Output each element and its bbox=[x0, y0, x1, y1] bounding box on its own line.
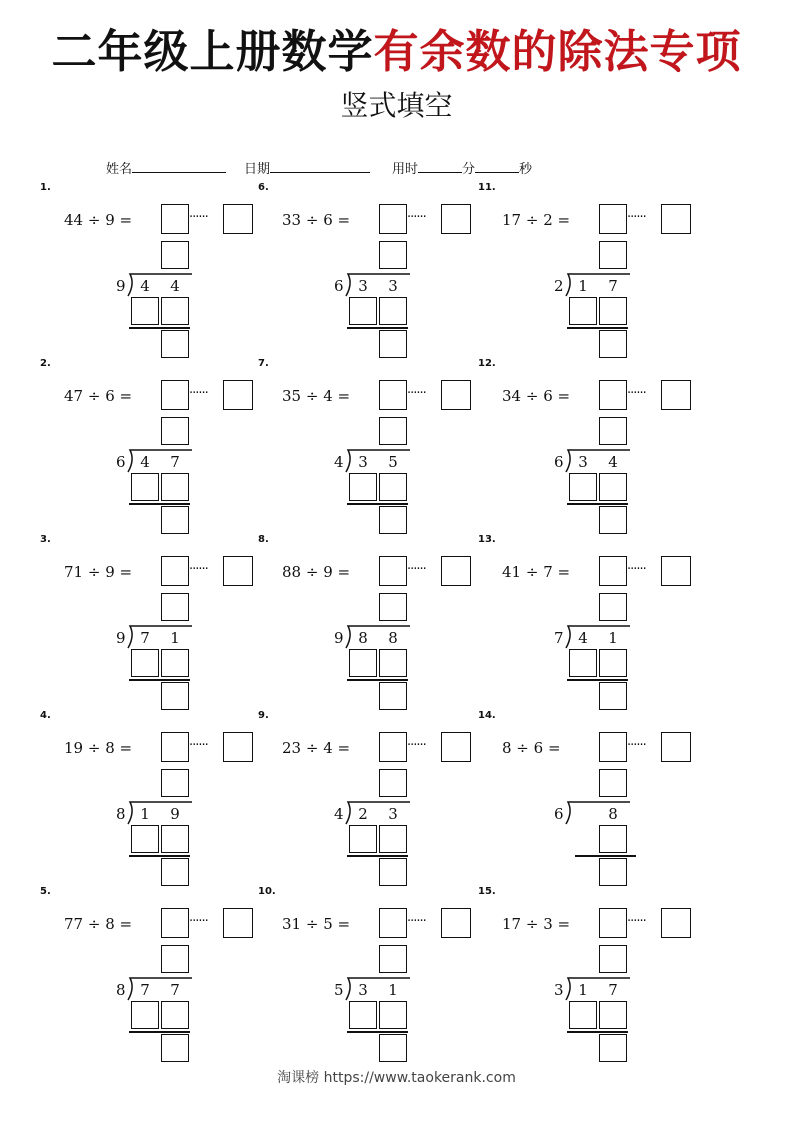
name-field bbox=[106, 160, 226, 179]
remainder-box[interactable] bbox=[661, 732, 691, 762]
product-tens-box[interactable] bbox=[569, 649, 597, 677]
long-division-divisor: 8 bbox=[116, 805, 126, 823]
product-tens-box[interactable] bbox=[131, 297, 159, 325]
quotient-box[interactable] bbox=[379, 380, 407, 410]
dividend-digit-tens: 4 bbox=[140, 277, 150, 295]
ellipsis: ······ bbox=[407, 386, 426, 401]
remainder-box[interactable] bbox=[223, 556, 253, 586]
remainder-box[interactable] bbox=[661, 908, 691, 938]
long-division-quotient-box[interactable] bbox=[599, 769, 627, 797]
dividend-digit-tens: 4 bbox=[578, 629, 588, 647]
remainder-box[interactable] bbox=[441, 204, 471, 234]
ellipsis: ······ bbox=[407, 738, 426, 753]
long-division-divisor: 7 bbox=[554, 629, 564, 647]
subtraction-line bbox=[129, 679, 190, 681]
division-expression: 47 ÷ 6 = bbox=[64, 387, 133, 405]
dividend-digit-ones: 1 bbox=[608, 629, 618, 647]
long-division-quotient-box[interactable] bbox=[379, 241, 407, 269]
time-label: 用时 bbox=[392, 162, 419, 177]
division-expression: 17 ÷ 2 = bbox=[502, 211, 571, 229]
problem-number: 5. bbox=[40, 886, 51, 897]
date-field bbox=[244, 160, 370, 179]
quotient-box[interactable] bbox=[161, 908, 189, 938]
ellipsis: ······ bbox=[627, 562, 646, 577]
dividend-digit-tens: 7 bbox=[140, 981, 150, 999]
remainder-box[interactable] bbox=[223, 204, 253, 234]
dividend-digit-ones: 7 bbox=[170, 981, 180, 999]
problem-number: 11. bbox=[478, 182, 496, 193]
remainder-result-box[interactable] bbox=[599, 1034, 627, 1062]
subtraction-line bbox=[575, 855, 636, 857]
dividend-digit-ones: 1 bbox=[170, 629, 180, 647]
title-black: 二年级上册数学 bbox=[51, 25, 374, 78]
long-division-divisor: 4 bbox=[334, 453, 344, 471]
ellipsis: ······ bbox=[189, 914, 208, 929]
remainder-box[interactable] bbox=[441, 732, 471, 762]
product-ones-box[interactable] bbox=[599, 1001, 627, 1029]
remainder-box[interactable] bbox=[223, 380, 253, 410]
footer-url: 淘课榜 https://www.taokerank.com bbox=[277, 1070, 516, 1086]
quotient-box[interactable] bbox=[379, 908, 407, 938]
subtraction-line bbox=[347, 1031, 408, 1033]
problem-10 bbox=[258, 886, 498, 1066]
long-division-divisor: 5 bbox=[334, 981, 344, 999]
long-division-divisor: 2 bbox=[554, 277, 564, 295]
name-label: 姓名 bbox=[106, 162, 133, 177]
ellipsis: ······ bbox=[189, 562, 208, 577]
long-division-divisor: 6 bbox=[554, 805, 564, 823]
quotient-box[interactable] bbox=[379, 204, 407, 234]
dividend-digit-ones: 5 bbox=[388, 453, 398, 471]
long-division-divisor: 9 bbox=[116, 629, 126, 647]
product-ones-box[interactable] bbox=[161, 297, 189, 325]
date-label: 日期 bbox=[244, 162, 271, 177]
quotient-box[interactable] bbox=[379, 732, 407, 762]
dividend-digit-tens: 3 bbox=[358, 981, 368, 999]
product-tens-box[interactable] bbox=[349, 649, 377, 677]
date-blank[interactable] bbox=[270, 160, 370, 173]
long-division-divisor: 4 bbox=[334, 805, 344, 823]
product-ones-box[interactable] bbox=[599, 649, 627, 677]
time-field bbox=[392, 160, 532, 179]
long-division-quotient-box[interactable] bbox=[379, 769, 407, 797]
quotient-box[interactable] bbox=[161, 556, 189, 586]
dividend-digit-tens: 2 bbox=[358, 805, 368, 823]
remainder-box[interactable] bbox=[661, 556, 691, 586]
dividend-digit-tens: 3 bbox=[578, 453, 588, 471]
product-ones-box[interactable] bbox=[379, 825, 407, 853]
quotient-box[interactable] bbox=[599, 732, 627, 762]
subtraction-line bbox=[129, 855, 190, 857]
product-ones-box[interactable] bbox=[599, 473, 627, 501]
subtraction-line bbox=[567, 503, 628, 505]
second-blank[interactable] bbox=[475, 160, 519, 173]
remainder-result-box[interactable] bbox=[379, 858, 407, 886]
division-expression: 31 ÷ 5 = bbox=[282, 915, 351, 933]
division-expression: 77 ÷ 8 = bbox=[64, 915, 133, 933]
dividend-digit-ones: 3 bbox=[388, 277, 398, 295]
problem-number: 8. bbox=[258, 534, 269, 545]
remainder-result-box[interactable] bbox=[161, 682, 189, 710]
quotient-box[interactable] bbox=[379, 556, 407, 586]
problem-13 bbox=[478, 534, 718, 714]
remainder-result-box[interactable] bbox=[599, 682, 627, 710]
product-tens-box[interactable] bbox=[131, 825, 159, 853]
ellipsis: ······ bbox=[189, 738, 208, 753]
quotient-box[interactable] bbox=[161, 380, 189, 410]
long-division-quotient-box[interactable] bbox=[161, 241, 189, 269]
dividend-digit-ones: 7 bbox=[608, 981, 618, 999]
long-division-divisor: 6 bbox=[554, 453, 564, 471]
remainder-box[interactable] bbox=[661, 380, 691, 410]
quotient-box[interactable] bbox=[599, 908, 627, 938]
name-blank[interactable] bbox=[132, 160, 226, 173]
division-expression: 23 ÷ 4 = bbox=[282, 739, 351, 757]
division-expression: 41 ÷ 7 = bbox=[502, 563, 571, 581]
problem-number: 7. bbox=[258, 358, 269, 369]
long-division-quotient-box[interactable] bbox=[599, 417, 627, 445]
quotient-box[interactable] bbox=[599, 556, 627, 586]
division-expression: 17 ÷ 3 = bbox=[502, 915, 571, 933]
problem-8 bbox=[258, 534, 498, 714]
long-division-quotient-box[interactable] bbox=[379, 417, 407, 445]
problem-number: 2. bbox=[40, 358, 51, 369]
dividend-digit-tens: 1 bbox=[140, 805, 150, 823]
subtraction-line bbox=[567, 327, 628, 329]
problem-number: 14. bbox=[478, 710, 496, 721]
ellipsis: ······ bbox=[627, 386, 646, 401]
problem-number: 3. bbox=[40, 534, 51, 545]
subtraction-line bbox=[347, 503, 408, 505]
remainder-box[interactable] bbox=[441, 556, 471, 586]
page-title bbox=[0, 24, 793, 80]
ellipsis: ······ bbox=[407, 210, 426, 225]
ellipsis: ······ bbox=[407, 914, 426, 929]
ellipsis: ······ bbox=[627, 914, 646, 929]
dividend-digit-tens: 7 bbox=[140, 629, 150, 647]
product-tens-box[interactable] bbox=[349, 297, 377, 325]
remainder-box[interactable] bbox=[223, 908, 253, 938]
product-tens-box[interactable] bbox=[569, 473, 597, 501]
problem-4 bbox=[40, 710, 280, 890]
long-division-quotient-box[interactable] bbox=[379, 593, 407, 621]
remainder-result-box[interactable] bbox=[379, 1034, 407, 1062]
ellipsis: ······ bbox=[407, 562, 426, 577]
product-ones-box[interactable] bbox=[599, 297, 627, 325]
long-division-quotient-box[interactable] bbox=[379, 945, 407, 973]
problem-11 bbox=[478, 182, 718, 362]
long-division-quotient-box[interactable] bbox=[599, 945, 627, 973]
problem-number: 12. bbox=[478, 358, 496, 369]
problem-1 bbox=[40, 182, 280, 362]
quotient-box[interactable] bbox=[161, 204, 189, 234]
long-division-divisor: 8 bbox=[116, 981, 126, 999]
division-expression: 35 ÷ 4 = bbox=[282, 387, 351, 405]
division-expression: 88 ÷ 9 = bbox=[282, 563, 351, 581]
quotient-box[interactable] bbox=[599, 204, 627, 234]
dividend-digit-ones: 8 bbox=[608, 805, 618, 823]
problem-number: 1. bbox=[40, 182, 51, 193]
product-tens-box[interactable] bbox=[349, 473, 377, 501]
quotient-box[interactable] bbox=[161, 732, 189, 762]
remainder-result-box[interactable] bbox=[379, 330, 407, 358]
dividend-digit-tens: 3 bbox=[358, 453, 368, 471]
long-division-quotient-box[interactable] bbox=[599, 241, 627, 269]
remainder-result-box[interactable] bbox=[379, 682, 407, 710]
ellipsis: ······ bbox=[627, 210, 646, 225]
division-expression: 8 ÷ 6 = bbox=[502, 739, 561, 757]
product-ones-box[interactable] bbox=[379, 473, 407, 501]
product-ones-box[interactable] bbox=[161, 1001, 189, 1029]
dividend-digit-tens: 4 bbox=[140, 453, 150, 471]
dividend-digit-ones: 1 bbox=[388, 981, 398, 999]
long-division-quotient-box[interactable] bbox=[161, 769, 189, 797]
long-division-quotient-box[interactable] bbox=[161, 945, 189, 973]
minute-label: 分 bbox=[462, 162, 476, 177]
problem-7 bbox=[258, 358, 498, 538]
dividend-digit-ones: 3 bbox=[388, 805, 398, 823]
problem-5 bbox=[40, 886, 280, 1066]
remainder-box[interactable] bbox=[223, 732, 253, 762]
product-tens-box[interactable] bbox=[131, 473, 159, 501]
problem-14 bbox=[478, 710, 718, 890]
long-division-quotient-box[interactable] bbox=[161, 593, 189, 621]
product-ones-box[interactable] bbox=[161, 649, 189, 677]
problem-3 bbox=[40, 534, 280, 714]
product-ones-box[interactable] bbox=[599, 825, 627, 853]
problem-2 bbox=[40, 358, 280, 538]
product-ones-box[interactable] bbox=[379, 649, 407, 677]
subtraction-line bbox=[129, 503, 190, 505]
long-division-divisor: 9 bbox=[116, 277, 126, 295]
remainder-result-box[interactable] bbox=[161, 506, 189, 534]
remainder-box[interactable] bbox=[661, 204, 691, 234]
subtraction-line bbox=[129, 1031, 190, 1033]
problem-number: 4. bbox=[40, 710, 51, 721]
division-expression: 19 ÷ 8 = bbox=[64, 739, 133, 757]
product-tens-box[interactable] bbox=[349, 825, 377, 853]
problem-6 bbox=[258, 182, 498, 362]
ellipsis: ······ bbox=[189, 210, 208, 225]
long-division-divisor: 3 bbox=[554, 981, 564, 999]
dividend-digit-ones: 9 bbox=[170, 805, 180, 823]
product-tens-box[interactable] bbox=[131, 649, 159, 677]
product-tens-box[interactable] bbox=[349, 1001, 377, 1029]
problem-9 bbox=[258, 710, 498, 890]
product-tens-box[interactable] bbox=[131, 1001, 159, 1029]
minute-blank[interactable] bbox=[418, 160, 462, 173]
remainder-box[interactable] bbox=[441, 908, 471, 938]
title-red: 有余数的除法专项 bbox=[373, 25, 742, 78]
long-division-quotient-box[interactable] bbox=[161, 417, 189, 445]
problem-12 bbox=[478, 358, 718, 538]
dividend-digit-tens: 8 bbox=[358, 629, 368, 647]
remainder-result-box[interactable] bbox=[161, 330, 189, 358]
dividend-digit-tens: 1 bbox=[578, 981, 588, 999]
long-division-quotient-box[interactable] bbox=[599, 593, 627, 621]
problem-number: 10. bbox=[258, 886, 276, 897]
dividend-digit-ones: 7 bbox=[170, 453, 180, 471]
division-expression: 71 ÷ 9 = bbox=[64, 563, 133, 581]
long-division-divisor: 6 bbox=[334, 277, 344, 295]
product-ones-box[interactable] bbox=[161, 473, 189, 501]
ellipsis: ······ bbox=[189, 386, 208, 401]
long-division-divisor: 9 bbox=[334, 629, 344, 647]
quotient-box[interactable] bbox=[599, 380, 627, 410]
second-label: 秒 bbox=[519, 162, 533, 177]
problem-number: 15. bbox=[478, 886, 496, 897]
dividend-digit-tens: 3 bbox=[358, 277, 368, 295]
long-division-divisor: 6 bbox=[116, 453, 126, 471]
remainder-result-box[interactable] bbox=[161, 858, 189, 886]
division-expression: 34 ÷ 6 = bbox=[502, 387, 571, 405]
problem-number: 6. bbox=[258, 182, 269, 193]
product-tens-box[interactable] bbox=[569, 297, 597, 325]
remainder-result-box[interactable] bbox=[599, 330, 627, 358]
ellipsis: ······ bbox=[627, 738, 646, 753]
dividend-digit-ones: 4 bbox=[170, 277, 180, 295]
product-ones-box[interactable] bbox=[379, 297, 407, 325]
dividend-digit-ones: 8 bbox=[388, 629, 398, 647]
problem-number: 9. bbox=[258, 710, 269, 721]
remainder-result-box[interactable] bbox=[599, 858, 627, 886]
dividend-digit-ones: 7 bbox=[608, 277, 618, 295]
product-ones-box[interactable] bbox=[379, 1001, 407, 1029]
subtraction-line bbox=[347, 679, 408, 681]
division-expression: 33 ÷ 6 = bbox=[282, 211, 351, 229]
subtraction-line bbox=[567, 679, 628, 681]
dividend-digit-ones: 4 bbox=[608, 453, 618, 471]
subtraction-line bbox=[129, 327, 190, 329]
subtraction-line bbox=[347, 855, 408, 857]
dividend-digit-tens: 1 bbox=[578, 277, 588, 295]
division-expression: 44 ÷ 9 = bbox=[64, 211, 133, 229]
subtraction-line bbox=[567, 1031, 628, 1033]
problem-15 bbox=[478, 886, 718, 1066]
remainder-result-box[interactable] bbox=[599, 506, 627, 534]
product-ones-box[interactable] bbox=[161, 825, 189, 853]
subtraction-line bbox=[347, 327, 408, 329]
remainder-result-box[interactable] bbox=[379, 506, 407, 534]
remainder-result-box[interactable] bbox=[161, 1034, 189, 1062]
product-tens-box[interactable] bbox=[569, 1001, 597, 1029]
remainder-box[interactable] bbox=[441, 380, 471, 410]
page-subtitle: 竖式填空 bbox=[340, 89, 453, 122]
problem-number: 13. bbox=[478, 534, 496, 545]
